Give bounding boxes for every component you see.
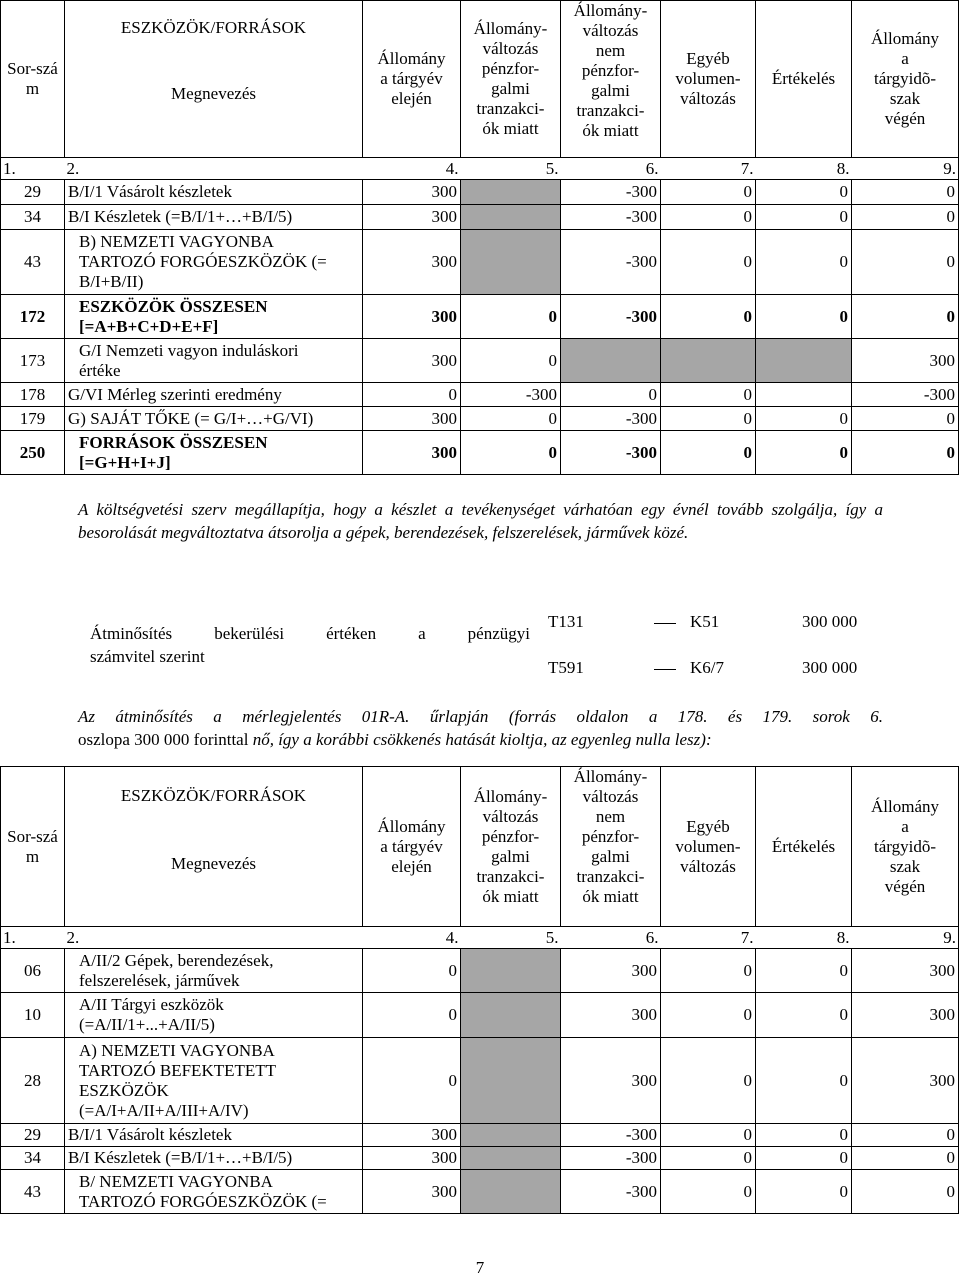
cell-col5 bbox=[461, 1124, 561, 1147]
cell-col4: 0 bbox=[363, 993, 461, 1038]
cell-col7: 0 bbox=[661, 993, 756, 1038]
table-row bbox=[1, 993, 959, 1038]
cell-col5 bbox=[461, 205, 561, 230]
col-num-1: 1. bbox=[1, 927, 65, 949]
cell-col9: 300 bbox=[852, 1038, 959, 1124]
cell-col6: -300 bbox=[561, 1147, 661, 1170]
table-row bbox=[1, 407, 959, 431]
cell-col9: 0 bbox=[852, 407, 959, 431]
row-label: B/ NEMZETI VAGYONBA TARTOZÓ FORGÓESZKÖZÖK (= bbox=[65, 1170, 363, 1214]
header-col-reval: Értékelés bbox=[756, 1, 852, 158]
cell-col6: -300 bbox=[561, 431, 661, 475]
table-row bbox=[1, 383, 959, 407]
debit-account: T591 bbox=[548, 658, 584, 677]
header-title: ESZKÖZÖK/FORRÁSOK bbox=[120, 18, 307, 37]
row-number: 43 bbox=[1, 1170, 65, 1214]
cell-col4: 300 bbox=[363, 295, 461, 339]
cell-col4: 300 bbox=[363, 407, 461, 431]
cell-col4: 300 bbox=[363, 339, 461, 383]
cell-col8: 0 bbox=[756, 180, 852, 205]
row-number: 178 bbox=[1, 383, 65, 407]
cell-col9: 300 bbox=[852, 993, 959, 1038]
table-row bbox=[1, 1147, 959, 1170]
header-row bbox=[1, 767, 959, 927]
cell-col4: 300 bbox=[363, 1170, 461, 1214]
table-2 bbox=[0, 766, 959, 1214]
cell-col7: 0 bbox=[661, 1170, 756, 1214]
column-number-row bbox=[1, 158, 959, 180]
row-number: 29 bbox=[1, 180, 65, 205]
paragraph-explanation bbox=[78, 705, 883, 751]
header-megnevezes: Megnevezés bbox=[171, 84, 256, 103]
cell-col9: 0 bbox=[852, 205, 959, 230]
header-col-trans: Állomány- változás pénzfor- galmi tranzakci- ók miatt bbox=[461, 767, 561, 927]
cell-col5 bbox=[461, 1147, 561, 1170]
header-row bbox=[1, 1, 959, 158]
cell-col8: 0 bbox=[756, 1170, 852, 1214]
header-megnevezes-cell bbox=[65, 767, 363, 927]
cell-col8 bbox=[756, 339, 852, 383]
header-col-end: Állomány a tárgyidõ- szak végén bbox=[852, 767, 959, 927]
cell-col7: 0 bbox=[661, 230, 756, 295]
col-num-8: 8. bbox=[756, 927, 852, 949]
cell-col8: 0 bbox=[756, 230, 852, 295]
table-row bbox=[1, 949, 959, 993]
row-label: A/II Tárgyi eszközök (=A/II/1+...+A/II/5) bbox=[65, 993, 363, 1038]
cell-col6 bbox=[561, 339, 661, 383]
cell-col5 bbox=[461, 230, 561, 295]
cell-col9: 0 bbox=[852, 1124, 959, 1147]
table-row bbox=[1, 230, 959, 295]
cell-col9: -300 bbox=[852, 383, 959, 407]
column-number-row bbox=[1, 927, 959, 949]
cell-col4: 300 bbox=[363, 1124, 461, 1147]
cell-col9: 0 bbox=[852, 1170, 959, 1214]
cell-col5 bbox=[461, 993, 561, 1038]
cell-col4: 300 bbox=[363, 230, 461, 295]
row-number: 34 bbox=[1, 1147, 65, 1170]
col-num-2: 2. bbox=[65, 158, 363, 180]
table-row bbox=[1, 431, 959, 475]
row-label: A) NEMZETI VAGYONBA TARTOZÓ BEFEKTETETT ESZKÖZÖK (=A/I+A/II+A/III+A/IV) bbox=[65, 1038, 363, 1124]
row-label: B/I Készletek (=B/I/1+…+B/I/5) bbox=[65, 205, 363, 230]
cell-col8: 0 bbox=[756, 431, 852, 475]
paragraph-line2-italic: nő, így a korábbi csökkenés hatását kioltja, az egyenleg nulla lesz): bbox=[248, 730, 712, 749]
cell-col4: 300 bbox=[363, 1147, 461, 1170]
table-row bbox=[1, 339, 959, 383]
cell-col5 bbox=[461, 949, 561, 993]
cell-col9: 0 bbox=[852, 1147, 959, 1170]
credit-account: K6/7 bbox=[690, 658, 724, 677]
header-sorszam: Sor-szám bbox=[1, 767, 65, 927]
col-num-2: 2. bbox=[65, 927, 363, 949]
cell-col9: 0 bbox=[852, 180, 959, 205]
table-row bbox=[1, 295, 959, 339]
row-label: A/II/2 Gépek, berendezések, felszerelések, járművek bbox=[65, 949, 363, 993]
col-num-9: 9. bbox=[852, 158, 959, 180]
cell-col4: 300 bbox=[363, 431, 461, 475]
col-num-1: 1. bbox=[1, 158, 65, 180]
header-col-other: Egyéb volumen- változás bbox=[661, 767, 756, 927]
cell-col9: 300 bbox=[852, 339, 959, 383]
row-number: 34 bbox=[1, 205, 65, 230]
debit-account: T131 bbox=[548, 612, 584, 631]
cell-col6: -300 bbox=[561, 295, 661, 339]
row-number: 06 bbox=[1, 949, 65, 993]
paragraph-line2-plain: oszlopa 300 000 forinttal bbox=[78, 730, 249, 749]
row-label: FORRÁSOK ÖSSZESEN [=G+H+I+J] bbox=[65, 431, 363, 475]
cell-col7 bbox=[661, 339, 756, 383]
header-col-reval: Értékelés bbox=[756, 767, 852, 927]
cell-col6: -300 bbox=[561, 230, 661, 295]
header-col-end: Állomány a tárgyidõ- szak végén bbox=[852, 1, 959, 158]
cell-col7: 0 bbox=[661, 295, 756, 339]
cell-col7: 0 bbox=[661, 431, 756, 475]
row-number: 173 bbox=[1, 339, 65, 383]
cell-col5 bbox=[461, 1038, 561, 1124]
col-num-6: 6. bbox=[561, 158, 661, 180]
credit-account: K51 bbox=[690, 612, 720, 631]
cell-col5 bbox=[461, 180, 561, 205]
row-label: B) NEMZETI VAGYONBA TARTOZÓ FORGÓESZKÖZÖK (= B/I+B/II) bbox=[65, 230, 363, 295]
cell-col7: 0 bbox=[661, 180, 756, 205]
cell-col8: 0 bbox=[756, 1124, 852, 1147]
cell-col4: 0 bbox=[363, 383, 461, 407]
page-number: 7 bbox=[475, 1258, 485, 1277]
col-num-9: 9. bbox=[852, 927, 959, 949]
col-num-5: 5. bbox=[461, 927, 561, 949]
cell-col6: -300 bbox=[561, 1124, 661, 1147]
row-label: G) SAJÁT TŐKE (= G/I+…+G/VI) bbox=[65, 407, 363, 431]
row-number: 172 bbox=[1, 295, 65, 339]
header-col-trans: Állomány- változás pénzfor- galmi tranzakci- ók miatt bbox=[461, 1, 561, 158]
cell-col5: 0 bbox=[461, 431, 561, 475]
cell-col6: -300 bbox=[561, 205, 661, 230]
cell-col5: 0 bbox=[461, 339, 561, 383]
col-num-7: 7. bbox=[661, 927, 756, 949]
cell-col8: 0 bbox=[756, 993, 852, 1038]
paragraph-line1: Az átminősítés a mérlegjelentés 01R-A. űrlapján (forrás oldalon a 178. és 179. sorok 6. bbox=[78, 707, 883, 726]
row-number: 10 bbox=[1, 993, 65, 1038]
dash-separator bbox=[654, 623, 676, 624]
cell-col5: 0 bbox=[461, 295, 561, 339]
table-1 bbox=[0, 0, 959, 475]
col-num-8: 8. bbox=[756, 158, 852, 180]
cell-col9: 0 bbox=[852, 230, 959, 295]
journal-text-line2: számvitel szerint bbox=[90, 647, 205, 666]
header-megnevezes: Megnevezés bbox=[171, 854, 256, 873]
cell-col4: 300 bbox=[363, 205, 461, 230]
cell-col8 bbox=[756, 383, 852, 407]
row-number: 29 bbox=[1, 1124, 65, 1147]
cell-col7: 0 bbox=[661, 205, 756, 230]
table-row bbox=[1, 1038, 959, 1124]
header-title: ESZKÖZÖK/FORRÁSOK bbox=[120, 786, 307, 805]
cell-col7: 0 bbox=[661, 407, 756, 431]
col-num-7: 7. bbox=[661, 158, 756, 180]
cell-col7: 0 bbox=[661, 1124, 756, 1147]
header-col-nontrans: Állomány- változás nem pénzfor- galmi tranzakci- ók miatt bbox=[561, 767, 661, 927]
amount: 300 000 bbox=[802, 612, 858, 631]
row-label: B/I/1 Vásárolt készletek bbox=[65, 1124, 363, 1147]
table-row bbox=[1, 205, 959, 230]
dash-separator bbox=[654, 669, 676, 670]
cell-col4: 0 bbox=[363, 949, 461, 993]
cell-col8: 0 bbox=[756, 949, 852, 993]
col-num-5: 5. bbox=[461, 158, 561, 180]
cell-col8: 0 bbox=[756, 205, 852, 230]
cell-col6: 300 bbox=[561, 1038, 661, 1124]
journal-text-line1: Átminősítés bekerülési értéken a pénzügyi bbox=[90, 624, 530, 643]
cell-col4: 300 bbox=[363, 180, 461, 205]
cell-col6: -300 bbox=[561, 180, 661, 205]
header-col-nontrans: Állomány- változás nem pénzfor- galmi tranzakci- ók miatt bbox=[561, 1, 661, 158]
cell-col8: 0 bbox=[756, 295, 852, 339]
cell-col6: 0 bbox=[561, 383, 661, 407]
cell-col6: -300 bbox=[561, 407, 661, 431]
table-row bbox=[1, 180, 959, 205]
row-label: B/I/1 Vásárolt készletek bbox=[65, 180, 363, 205]
cell-col8: 0 bbox=[756, 407, 852, 431]
cell-col6: 300 bbox=[561, 949, 661, 993]
cell-col8: 0 bbox=[756, 1147, 852, 1170]
cell-col5: -300 bbox=[461, 383, 561, 407]
row-label: G/VI Mérleg szerinti eredmény bbox=[65, 383, 363, 407]
cell-col5 bbox=[461, 1170, 561, 1214]
col-num-4: 4. bbox=[363, 158, 461, 180]
paragraph-reclassification: A költségvetési szerv megállapítja, hogy a készlet a tevékenységet várhatóan egy évnél tovább szolgálja, így a besorolását megváltoztatva átsorolja a gépek, berendezések, felszerelések, járművek közé. bbox=[78, 500, 883, 542]
cell-col9: 300 bbox=[852, 949, 959, 993]
cell-col4: 0 bbox=[363, 1038, 461, 1124]
cell-col5: 0 bbox=[461, 407, 561, 431]
col-num-4: 4. bbox=[363, 927, 461, 949]
cell-col7: 0 bbox=[661, 1038, 756, 1124]
row-number: 179 bbox=[1, 407, 65, 431]
row-label: B/I Készletek (=B/I/1+…+B/I/5) bbox=[65, 1147, 363, 1170]
amount: 300 000 bbox=[802, 658, 858, 677]
cell-col7: 0 bbox=[661, 1147, 756, 1170]
col-num-6: 6. bbox=[561, 927, 661, 949]
cell-col6: 300 bbox=[561, 993, 661, 1038]
row-number: 28 bbox=[1, 1038, 65, 1124]
row-number: 250 bbox=[1, 431, 65, 475]
table-row bbox=[1, 1170, 959, 1214]
header-megnevezes-cell bbox=[65, 1, 363, 158]
table-row bbox=[1, 1124, 959, 1147]
cell-col6: -300 bbox=[561, 1170, 661, 1214]
cell-col9: 0 bbox=[852, 431, 959, 475]
row-label: G/I Nemzeti vagyon induláskori értéke bbox=[65, 339, 363, 383]
journal-description bbox=[90, 622, 530, 668]
header-col-other: Egyéb volumen- változás bbox=[661, 1, 756, 158]
cell-col9: 0 bbox=[852, 295, 959, 339]
row-label: ESZKÖZÖK ÖSSZESEN [=A+B+C+D+E+F] bbox=[65, 295, 363, 339]
cell-col7: 0 bbox=[661, 383, 756, 407]
cell-col8: 0 bbox=[756, 1038, 852, 1124]
cell-col7: 0 bbox=[661, 949, 756, 993]
header-sorszam: Sor-szám bbox=[1, 1, 65, 158]
header-col-start: Állomány a tárgyév elején bbox=[363, 1, 461, 158]
header-col-start: Állomány a tárgyév elején bbox=[363, 767, 461, 927]
row-number: 43 bbox=[1, 230, 65, 295]
